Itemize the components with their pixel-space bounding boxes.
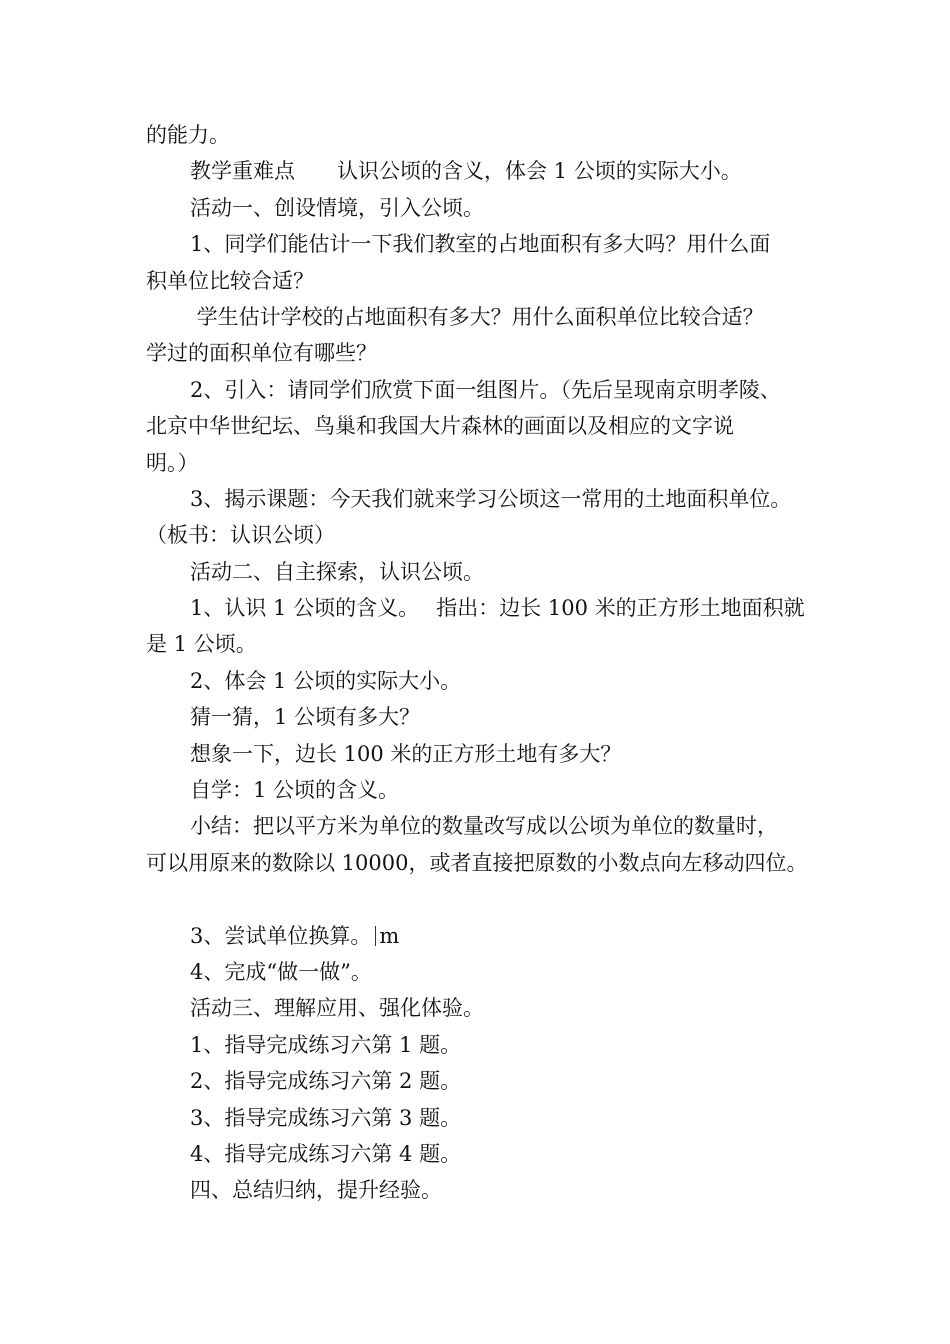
text-line: 2、体会 1 公顷的实际大小。	[190, 668, 462, 693]
section-heading: 活动三、理解应用、强化体验。	[190, 996, 484, 1021]
section-heading: 活动二、自主探索，认识公顷。	[190, 559, 484, 584]
text-line: 猜一猜，1 公顷有多大？	[190, 705, 421, 730]
text-line: 3、指导完成练习六第 3 题。	[190, 1105, 462, 1130]
text-line: 教学重难点 认识公顷的含义，体会 1 公顷的实际大小。	[190, 159, 742, 184]
text-line: 学过的面积单位有哪些？	[146, 341, 377, 366]
document-body	[146, 117, 826, 1209]
text-line: 明。）	[146, 450, 199, 475]
text-line: 学生估计学校的占地面积有多大？用什么面积单位比较合适？	[190, 304, 764, 329]
text-line: 想象一下，边长 100 米的正方形土地有多大？	[190, 741, 622, 766]
text-line: 小结：把以平方米为单位的数量改写成以公顷为单位的数量时，	[190, 814, 778, 839]
text-cursor	[375, 926, 376, 946]
text-line	[146, 918, 826, 954]
text-line: 4、完成“做一做”。	[190, 959, 372, 984]
text-line: 2、指导完成练习六第 2 题。	[190, 1069, 462, 1094]
section-heading: 四、总结归纳，提升经验。	[190, 1178, 442, 1203]
text-fragment: m	[379, 923, 400, 948]
section-heading: 活动一、创设情境，引入公顷。	[190, 195, 484, 220]
text-line: 自学：1 公顷的含义。	[190, 778, 400, 803]
text-line: 可以用原来的数除以 10000，或者直接把原数的小数点向左移动四位。	[146, 850, 808, 875]
text-fragment: 3、尝试单位换算。	[190, 923, 372, 948]
text-line: 3、揭示课题：今天我们就来学习公顷这一常用的土地面积单位。	[190, 486, 792, 511]
text-line: 的能力。	[146, 123, 230, 147]
text-line: 1、认识 1 公顷的含义。 指出：边长 100 米的正方形土地面积就	[190, 596, 805, 621]
blank-line	[146, 881, 826, 917]
text-line: 是 1 公顷。	[146, 632, 257, 657]
text-line: 4、指导完成练习六第 4 题。	[190, 1141, 462, 1166]
text-line: 积单位比较合适？	[146, 268, 314, 293]
text-line: 2、引入：请同学们欣赏下面一组图片。（先后呈现南京明孝陵、	[190, 377, 781, 402]
text-line: 1、同学们能估计一下我们教室的占地面积有多大吗？用什么面	[190, 232, 771, 257]
text-line: 北京中华世纪坛、鸟巢和我国大片森林的画面以及相应的文字说	[146, 414, 734, 439]
text-line: （板书：认识公顷）	[146, 523, 335, 548]
text-line: 1、指导完成练习六第 1 题。	[190, 1032, 462, 1057]
